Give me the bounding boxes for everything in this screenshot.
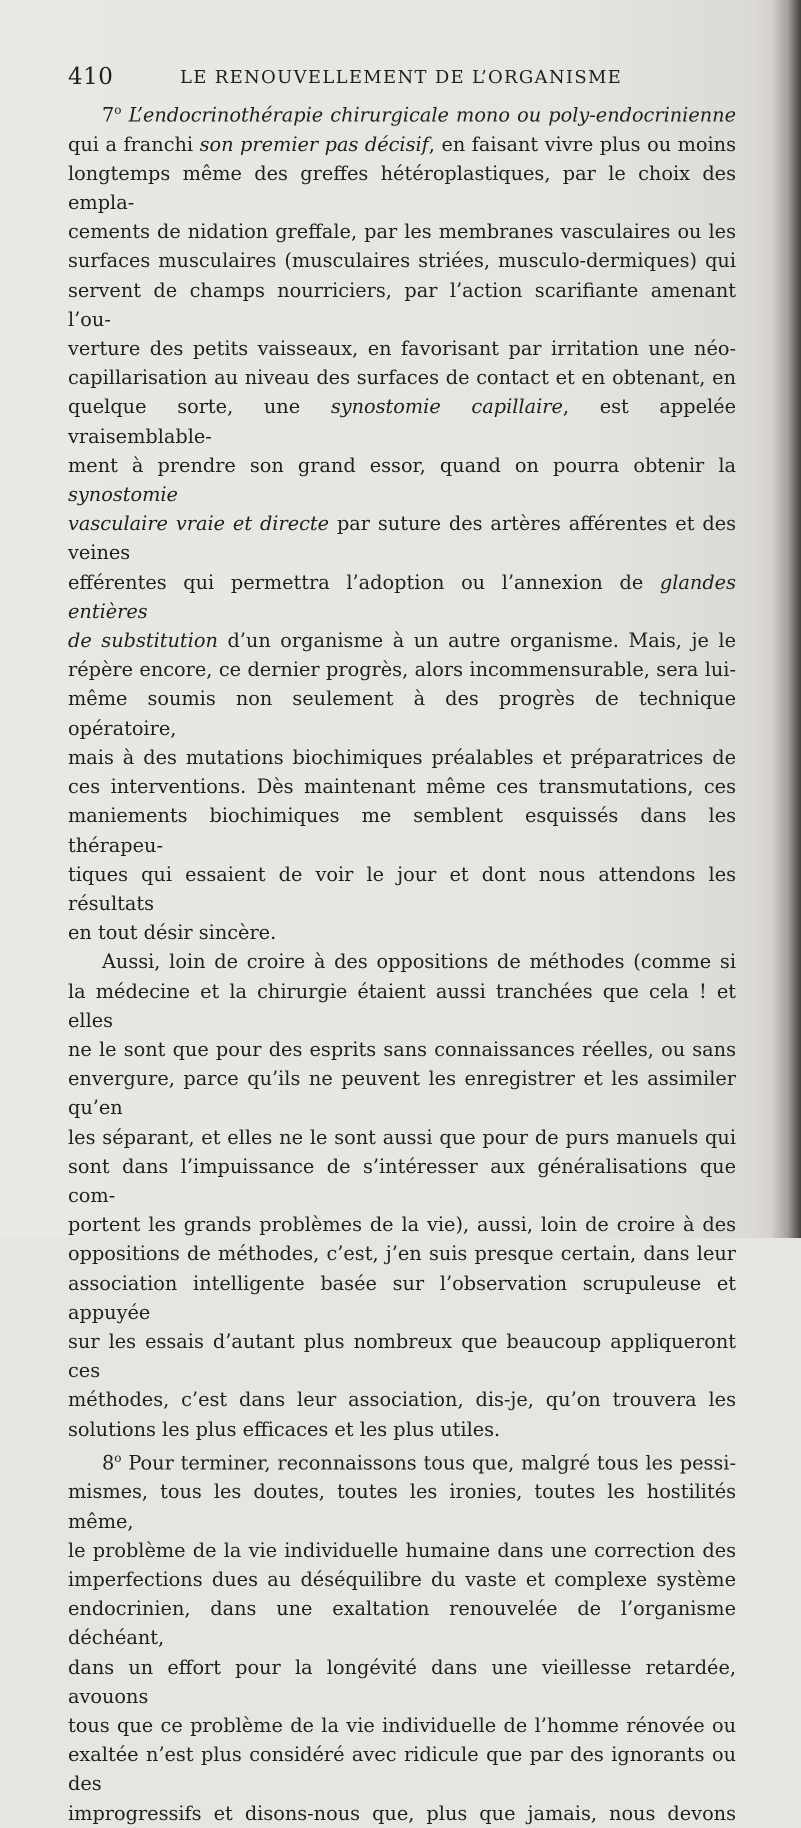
running-title: LE RENOUVELLEMENT DE L’ORGANISME: [180, 67, 623, 88]
text-line: longtemps même des greffes hétéroplastiques, par le choix des empla-: [68, 161, 736, 215]
text-line: mismes, tous les doutes, toutes les ironies, toutes les hostilités même,: [68, 1480, 736, 1533]
text-line: tiques qui essaient de voir le jour et dont nous attendons les résultats: [68, 862, 736, 915]
text-line: solutions les plus efficaces et les plus utiles.: [68, 1417, 501, 1441]
text-line: les séparant, et elles ne le sont aussi que pour de purs manuels qui: [68, 1125, 736, 1149]
text-line: envergure, parce qu’ils ne peuvent les enregistrer et les assimiler qu’en: [68, 1067, 736, 1120]
text-line: répère encore, ce dernier progrès, alors incommensurable, sera lui-: [68, 658, 736, 682]
text-line: sont dans l’impuissance de s’intéresser aux généralisations que com-: [68, 1154, 736, 1207]
text-line: la médecine et la chirurgie étaient aussi tranchées que cela ! et elles: [68, 979, 736, 1032]
paragraph-8: [68, 1444, 736, 1828]
text-line: exaltée n’est plus considéré avec ridicule que par des ignorants ou des: [68, 1743, 736, 1796]
text-line: ces interventions. Dès maintenant même ces transmutations, ces: [68, 775, 736, 799]
text-line: de substitution d’un organisme à un autre organisme. Mais, je le: [68, 629, 736, 653]
body-text: [68, 96, 736, 1828]
text-line: endocrinien, dans une exaltation renouvelée de l’organisme déchéant,: [68, 1597, 736, 1650]
text-line: Aussi, loin de croire à des oppositions de méthodes (comme si: [102, 950, 736, 974]
text-line: oppositions de méthodes, c’est, j’en suis presque certain, dans leur: [68, 1242, 736, 1266]
text-line: maniements biochimiques me semblent esquissés dans les thérapeu-: [68, 804, 736, 857]
text-line: 8$^o$ Pour terminer, reconnaissons tous que, malgré tous les pessi-: [102, 1450, 736, 1475]
text-line: improgressifs et disons-nous que, plus que jamais, nous devons: [68, 1801, 736, 1825]
text-line: servent de champs nourriciers, par l’action scarifiante amenant l’ou-: [68, 278, 736, 331]
running-header: [68, 64, 748, 94]
text-line: ment à prendre son grand essor, quand on pourra obtenir la synostomie: [68, 453, 736, 507]
text-line: même soumis non seulement à des progrès de technique opératoire,: [68, 687, 736, 740]
text-line: capillarisation au niveau des surfaces de contact et en obtenant, en: [68, 366, 736, 390]
text-line: ne le sont que pour des esprits sans connaissances réelles, ou sans: [68, 1037, 736, 1061]
text-line: en tout désir sincère.: [68, 921, 277, 945]
text-line: surfaces musculaires (musculaires striées, musculo-dermiques) qui: [68, 249, 736, 273]
paragraph-7: [68, 96, 736, 947]
text-line: mais à des mutations biochimiques préalables et préparatrices de: [68, 745, 736, 769]
page-number: 410: [68, 64, 114, 90]
paragraph-aussi: [68, 947, 736, 1443]
text-line: efférentes qui permettra l’adoption ou l’annexion de glandes entières: [68, 570, 736, 623]
text-line: 7$^o$ L’endocrinothérapie chirurgicale mono ou poly-endocrinienne: [102, 103, 736, 127]
text-line: association intelligente basée sur l’observation scrupuleuse et appuyée: [68, 1271, 736, 1324]
text-line: verture des petits vaisseaux, en favorisant par irritation une néo-: [68, 337, 736, 361]
text-line: quelque sorte, une synostomie capillaire, est appelée vraisemblable-: [68, 395, 737, 448]
text-line: qui a franchi son premier pas décisif, en faisant vivre plus ou moins: [68, 132, 736, 156]
text-line: sur les essais d’autant plus nombreux que beaucoup appliqueront ces: [68, 1329, 736, 1383]
text-line: cements de nidation greffale, par les membranes vasculaires ou les: [68, 220, 736, 244]
text-line: imperfections dues au déséquilibre du vaste et complexe système: [68, 1568, 736, 1591]
text-line: vasculaire vraie et directe par suture des artères afférentes et des veines: [68, 512, 736, 565]
page-binding-shadow: [771, 0, 801, 1238]
text-line: tous que ce problème de la vie individuelle de l’homme rénovée ou: [68, 1714, 736, 1738]
text-line: méthodes, c’est dans leur association, dis-je, qu’on trouvera les: [68, 1388, 736, 1412]
text-line: dans un effort pour la longévité dans une vieillesse retardée, avouons: [68, 1655, 736, 1708]
text-line: portent les grands problèmes de la vie), aussi, loin de croire à des: [68, 1213, 736, 1237]
text-line: le problème de la vie individuelle humaine dans une correction des: [68, 1538, 736, 1562]
